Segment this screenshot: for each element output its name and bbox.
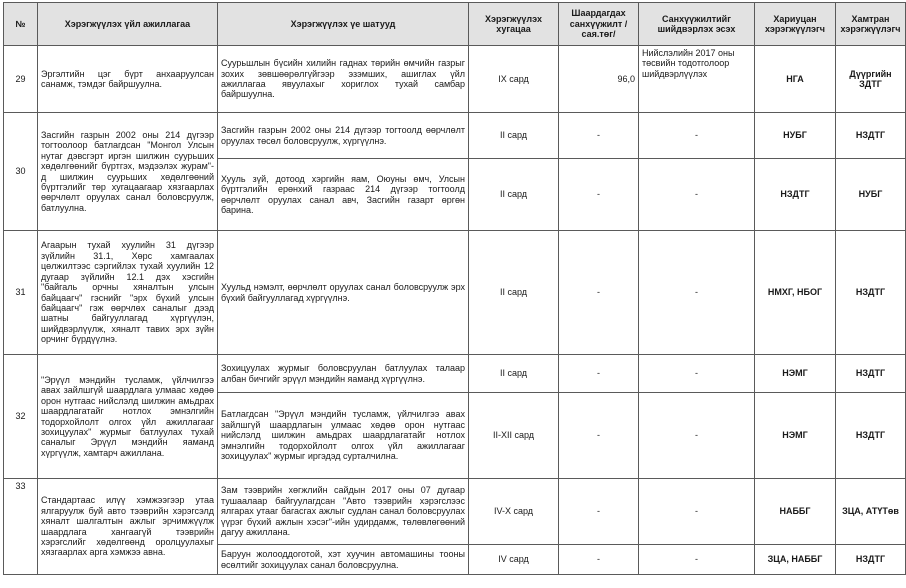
budget-cell: 96,0 xyxy=(559,46,639,113)
timeline-cell: IX сард xyxy=(469,46,559,113)
budget-cell: - xyxy=(559,113,639,159)
col-header-co-implementer: Хамтран хэрэгжүүлэгч xyxy=(836,3,906,46)
activity-cell: Засгийн газрын 2002 оны 214 дүгээр тогтоолоор батлагдсан "Монгол Улсын нутаг дэвсгэрт иргэн шилжин суурьших хөдөлгөөнийг бүртгэх, мэдээлэх журам"-д шилжин суурьших хөдөлгөөний бүртгэлийг төр хугацаагаар хязгаарлах өөрчлөлт оруулах санал боловсруулж, батлуулна. xyxy=(38,113,218,231)
measure-cell: Суурьшлын бүсийн хилийн гаднах төрийн өмчийн газрыг зохих зөвшөөрөлгүйгээр эзэмших, ашиглах үйл ажиллагаа явуулахыг хориглох тухай самбар байршуулна. xyxy=(218,46,469,113)
table-row xyxy=(4,231,906,355)
row-number: 33 xyxy=(4,479,38,575)
responsible-cell: НГА xyxy=(755,46,836,113)
row-number: 29 xyxy=(4,46,38,113)
budget-cell: - xyxy=(559,231,639,355)
funding-cell: - xyxy=(639,113,755,159)
co-implementer-cell: НЗДТГ xyxy=(836,393,906,479)
col-header-responsible: Хариуцан хэрэгжүүлэгч xyxy=(755,3,836,46)
co-implementer-cell: Дүүргийн ЗДТГ xyxy=(836,46,906,113)
measure-cell: Засгийн газрын 2002 оны 214 дүгээр тогтоолд өөрчлөлт оруулах төсөл боловсруулж, хүргүүлнэ. xyxy=(218,113,469,159)
col-header-funding-source: Санхүүжилтийг шийдвэрлэх эсэх xyxy=(639,3,755,46)
responsible-cell: ЗЦА, НАББГ xyxy=(755,545,836,575)
co-implementer-cell: НЗДТГ xyxy=(836,545,906,575)
responsible-cell: НЭМГ xyxy=(755,355,836,393)
measure-cell: Баруун жолооддоготой, хэт хуучин автомашины тооны өсөлтийг зохицуулах санал боловсруулна. xyxy=(218,545,469,575)
col-header-timeline: Хэрэгжүүлэх хугацаа xyxy=(469,3,559,46)
co-implementer-cell: НУБГ xyxy=(836,159,906,231)
timeline-cell: IV сард xyxy=(469,545,559,575)
budget-cell: - xyxy=(559,393,639,479)
funding-cell: - xyxy=(639,355,755,393)
co-implementer-cell: ЗЦА, АТҮТөв xyxy=(836,479,906,545)
timeline-cell: II-XII сард xyxy=(469,393,559,479)
budget-cell: - xyxy=(559,545,639,575)
activity-cell: Агаарын тухай хуулийн 31 дүгээр зүйлийн 31.1, Хөрс хамгаалах цөлжилтээс сэргийлэх тухай хуулийн 12 дугаар зүйлийн 12.1 дэх хэсгийн "байгаль орчны хяналтын улсын байцаагч" гэснийг "эрх бүхий улсын байцаагч" гэж өөрчлөх саналыг дээд шатны байгууллагад хүргүүлэн, шийдвэрлүүлж, хяналт тавих эрх зүйн орчинг бүрдүүлнэ. xyxy=(38,231,218,355)
funding-cell: - xyxy=(639,159,755,231)
table-row xyxy=(4,46,906,113)
measure-cell: Батлагдсан "Эрүүл мэндийн тусламж, үйлчилгээ авах зайлшгүй шаардлагын улмаас хөдөө орон нутгаас нийслэлд шилжин амьдрах шаардлагатайг нотлох эмнэлгийн тодорхойлолт олгох үйл ажиллагааг зохицуулах" журмыг иргэдэд сурталчилна. xyxy=(218,393,469,479)
timeline-cell: II сард xyxy=(469,159,559,231)
funding-cell: Нийслэлийн 2017 оны төсвийн тодотголоор шийдвэрлүүлэх xyxy=(639,46,755,113)
budget-cell: - xyxy=(559,355,639,393)
budget-cell: - xyxy=(559,479,639,545)
col-header-activity: Хэрэгжүүлэх үйл ажиллагаа xyxy=(38,3,218,46)
co-implementer-cell: НЗДТГ xyxy=(836,231,906,355)
timeline-cell: II сард xyxy=(469,231,559,355)
action-plan-table xyxy=(3,2,906,575)
row-number: 31 xyxy=(4,231,38,355)
funding-cell: - xyxy=(639,545,755,575)
header-row xyxy=(4,3,906,46)
measure-cell: Хуульд нэмэлт, өөрчлөлт оруулах санал боловсруулж эрх бүхий байгууллагад хүргүүлнэ. xyxy=(218,231,469,355)
table-row xyxy=(4,479,906,545)
timeline-cell: II сард xyxy=(469,113,559,159)
funding-cell: - xyxy=(639,231,755,355)
budget-cell: - xyxy=(559,159,639,231)
row-number: 30 xyxy=(4,113,38,231)
responsible-cell: НМХГ, НБОГ xyxy=(755,231,836,355)
row-number: 32 xyxy=(4,355,38,479)
table-row xyxy=(4,355,906,393)
activity-cell: "Эрүүл мэндийн тусламж, үйлчилгээ авах зайлшгүй шаардлага улмаас хөдөө орон нутгаас нийслэлд шилжин амьдрах шаардлагатайг нотлох эмнэлгийн тодорхойлолт олгох үйл ажиллагааг зохицуулах" журмыг батлуулах тухай саналыг Эрүүл мэндийн яаманд хүргүүлж, хамтарч ажиллана. xyxy=(38,355,218,479)
timeline-cell: II сард xyxy=(469,355,559,393)
measure-cell: Зохицуулах журмыг боловсруулан батлуулах талаар албан бичгийг эрүүл мэндийн яаманд хүргүүлнэ. xyxy=(218,355,469,393)
responsible-cell: НАББГ xyxy=(755,479,836,545)
timeline-cell: IV-X сард xyxy=(469,479,559,545)
co-implementer-cell: НЗДТГ xyxy=(836,113,906,159)
measure-cell: Хууль зүй, дотоод хэргийн яам, Оюуны өмч, Улсын бүртгэлийн ерөнхий газраас 214 дүгээр тогтоолд өөрчлөлт оруулах санал авч, Засгийн газарт өргөн барина. xyxy=(218,159,469,231)
col-header-measures: Хэрэгжүүлэх үе шатууд xyxy=(218,3,469,46)
col-header-num: № xyxy=(4,3,38,46)
responsible-cell: НЗДТГ xyxy=(755,159,836,231)
funding-cell: - xyxy=(639,393,755,479)
responsible-cell: НУБГ xyxy=(755,113,836,159)
measure-cell: Зам тээврийн хөгжлийн сайдын 2017 оны 07 дугаар тушаалаар байгуулагдсан "Авто тээврийн хэрэгслээс ялгарах утааг багасгах ажлыг судлан санал боловсруулах үүрэг бүхий ажлын хэсэг"-ийн удирдамж, төлөвлөгөөний дагуу ажиллана. xyxy=(218,479,469,545)
activity-cell: Стандартаас илүү хэмжээгээр утаа ялгаруулж буй авто тээврийн хэрэгсэлд хяналт шалгалтын ажлыг эрчимжүүлж шаардлага хангаагүй тээврийн хэрэгслийг хөдөлгөөнд оролцуулахыг хязгаарлах арга хэмжээ авна. xyxy=(38,479,218,575)
responsible-cell: НЭМГ xyxy=(755,393,836,479)
table-row xyxy=(4,113,906,159)
activity-cell: Эргэлтийн цэг бүрт анхааруулсан санамж, тэмдэг байршуулна. xyxy=(38,46,218,113)
co-implementer-cell: НЗДТГ xyxy=(836,355,906,393)
funding-cell: - xyxy=(639,479,755,545)
col-header-budget: Шаардагдах санхүүжилт /сая.төг/ xyxy=(559,3,639,46)
